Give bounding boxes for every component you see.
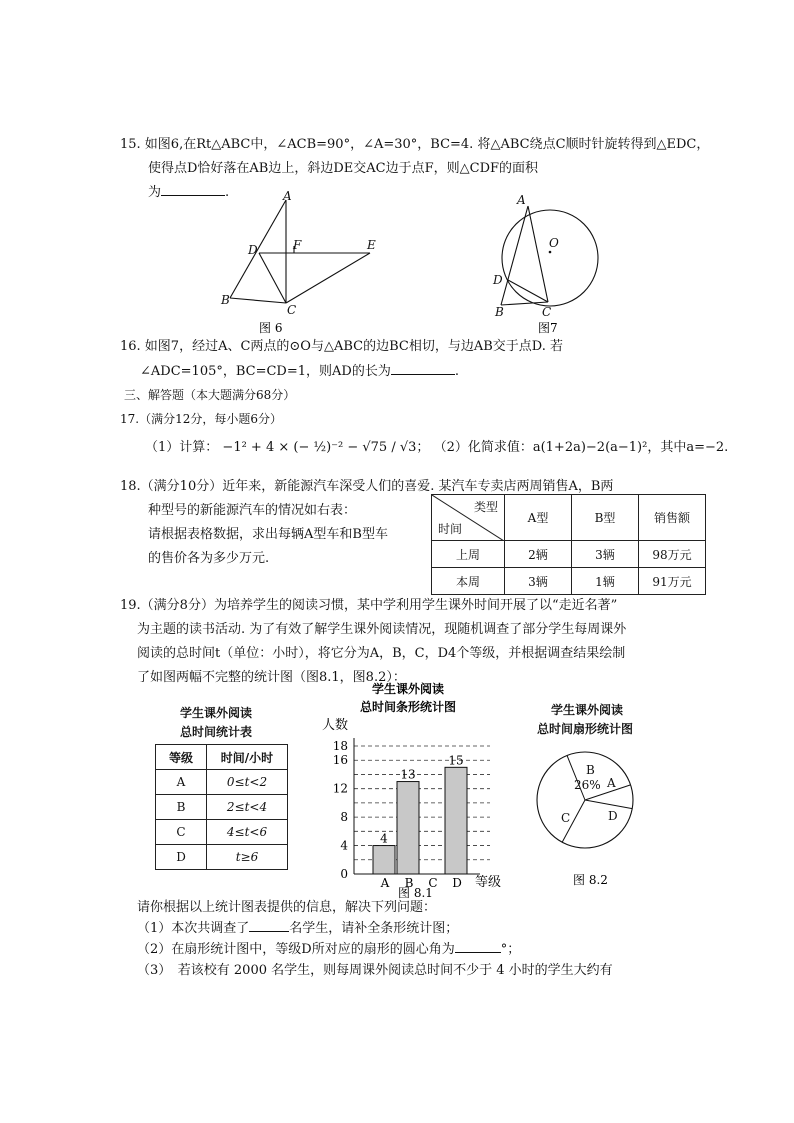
q15-line3-prefix: 为 (148, 185, 162, 200)
figure-6 (215, 188, 385, 338)
table-cell: 本周 (432, 568, 505, 595)
pie-label-b-percent: 26% (574, 778, 601, 792)
table-header: 时间/小时 (207, 745, 288, 770)
fig7-side-bc (501, 302, 548, 305)
table-cell: D (156, 845, 207, 870)
q19-q2-prefix: （2）在扇形统计图中，等级D所对应的扇形的圆心角为 (137, 942, 455, 957)
table-cell: 4≤t<6 (207, 820, 288, 845)
table-header: 等级 (156, 745, 207, 770)
fig7-label-o: O (549, 236, 559, 250)
bar-chart-title: 学生课外阅读 (372, 682, 445, 696)
table-cell: B (156, 795, 207, 820)
bar-chart-fig-8-1 (320, 680, 520, 900)
table-cell: 2辆 (505, 541, 572, 568)
q19-line3: 阅读的总时间t（单位：小时），将它分为A，B，C，D4个等级，并根据调查结果绘制 (137, 646, 626, 661)
bar (373, 846, 395, 874)
bar-chart-grid (354, 746, 490, 860)
fig6-label-e: E (367, 238, 376, 252)
pie-label-c: C (561, 811, 571, 825)
fig7-label-a: A (517, 193, 526, 207)
figure-7 (488, 190, 608, 338)
table-cell: 91万元 (639, 568, 706, 595)
bar-chart-subtitle: 总时间条形统计图 (360, 700, 457, 714)
table-header: 销售额 (639, 495, 706, 541)
bar-chart-bars (373, 767, 467, 874)
q19-question-intro: 请你根据以上统计图表提供的信息，解决下列问题： (137, 900, 437, 915)
q17-part2: （2）化简求值：a(1+2a)−2(a−1)²，其中a=−2. (433, 440, 729, 455)
bar (445, 767, 467, 874)
q18-line4: 的售价各为多少万元. (148, 551, 270, 566)
table-cell: 98万元 (639, 541, 706, 568)
bar-chart-xlabel: 等级 (475, 875, 502, 890)
table-row (432, 568, 706, 595)
bar-xtick-label: B (404, 876, 414, 890)
pie-chart-slices (537, 752, 633, 848)
table-corner-cell (432, 495, 505, 541)
bar-chart-ylabel: 人数 (322, 718, 349, 733)
table-cell: 1辆 (572, 568, 639, 595)
table-row (156, 845, 288, 870)
q16-line2-suffix: . (454, 364, 459, 379)
table-cell: A (156, 770, 207, 795)
table-cell: 上周 (432, 541, 505, 568)
q18-line1: 18.（满分10分）近年来，新能源汽车深受人们的喜爱. 某汽车专卖店两周销售A，B两 (120, 479, 614, 494)
table-corner-bottom: 时间 (438, 522, 463, 536)
q18-line3: 请根据表格数据，求出每辆A型车和B型车 (148, 527, 388, 542)
q17-part1-label: （1）计算： (145, 440, 219, 455)
fig6-side-ec (286, 253, 370, 303)
fig7-side-dc (508, 280, 548, 302)
pie-chart-subtitle: 总时间扇形统计图 (537, 722, 634, 736)
q15-line2: 使得点D恰好落在AB边上，斜边DE交AC边于点F，则△CDF的面积 (148, 161, 539, 176)
pie-chart-title: 学生课外阅读 (551, 703, 624, 717)
fig6-label-b: B (221, 293, 230, 307)
fig7-caption: 图7 (538, 321, 558, 335)
q16-line1: 16. 如图7，经过A、C两点的⊙O与△ABC的边BC相切，与边AB交于点D. 若 (120, 339, 563, 354)
table-row (432, 541, 706, 568)
table-cell: 0≤t<2 (207, 770, 288, 795)
bar-value-label: 4 (380, 831, 388, 846)
pie-label-d: D (608, 809, 618, 823)
bar-ytick-label: 0 (340, 867, 348, 881)
table-corner-top: 类型 (473, 500, 498, 514)
pie-slice-boundary (585, 800, 632, 809)
table-cell: C (156, 820, 207, 845)
table-row (156, 770, 288, 795)
bar (397, 782, 419, 874)
table-row (156, 795, 288, 820)
pie-chart-caption: 图 8.2 (573, 873, 608, 887)
q15-line3-suffix: . (225, 185, 230, 200)
bar-ytick-label: 18 (332, 739, 348, 753)
q18-line2: 种型号的新能源汽车的情况如右表： (148, 503, 357, 518)
table-header: B型 (572, 495, 639, 541)
table-row (156, 820, 288, 845)
fig7-label-c: C (542, 305, 552, 319)
q19-q2-blank[interactable] (455, 938, 501, 953)
bar-value-label: 13 (400, 767, 416, 782)
section-three-title: 三、解答题（本大题满分68分） (124, 388, 296, 402)
fig6-side-ab (230, 200, 286, 298)
fig6-caption: 图 6 (259, 321, 283, 335)
q17-part1-expression: −1² + 4 × (− ½)⁻² − √75 / √3 (222, 440, 417, 455)
pie-chart-fig-8-2 (530, 740, 650, 890)
q19-q1-suffix: 名学生，请补全条形统计图； (289, 921, 459, 936)
bar-xtick-label: C (428, 876, 438, 890)
fig6-label-a: A (283, 189, 292, 203)
fig7-side-ac (528, 206, 548, 302)
q17-part1-separator: ； (416, 440, 430, 455)
fig6-label-f: F (293, 238, 302, 252)
fig6-label-d: D (248, 243, 258, 257)
q19-table-title-1: 学生课外阅读 (180, 706, 253, 720)
q16-answer-blank[interactable] (391, 360, 455, 375)
fig7-center-point (549, 251, 552, 254)
table-cell: 3辆 (572, 541, 639, 568)
bar-ytick-label: 12 (332, 781, 348, 796)
bar-ytick-label: 8 (340, 810, 348, 825)
fig6-side-dc (259, 253, 286, 303)
fig6-side-bc (230, 298, 286, 303)
q19-q1-prefix: （1）本次共调查了 (137, 921, 250, 936)
bar-value-label: 15 (448, 753, 464, 768)
q19-question-3: （3） 若该校有 2000 名学生，则每周课外阅读总时间不少于 4 小时的学生大约有 (137, 963, 613, 978)
q19-line4: 了如图两幅不完整的统计图（图8.1，图8.2）： (137, 670, 406, 685)
q19-line1: 19.（满分8分）为培养学生的阅读习惯，某中学利用学生课外时间开展了以“走近名著” (120, 598, 618, 613)
q16-line2-prefix: ∠ADC=105°，BC=CD=1，则AD的长为 (140, 364, 391, 379)
table-cell: 2≤t<4 (207, 795, 288, 820)
table-cell: 3辆 (505, 568, 572, 595)
q17-head: 17.（满分12分，每小题6分） (120, 412, 282, 426)
fig6-label-c: C (287, 303, 297, 317)
bar-xtick-label: A (380, 876, 390, 890)
table-header: A型 (505, 495, 572, 541)
bar-ytick-label: 4 (340, 838, 348, 853)
pie-label-b: B (586, 763, 595, 777)
q19-q1-blank[interactable] (249, 917, 289, 932)
table-row (156, 745, 288, 770)
fig7-circle (502, 210, 598, 306)
bar-chart-yticks (333, 739, 349, 881)
q15-line1: 15. 如图6,在Rt△ABC中，∠ACB=90°，∠A=30°，BC=4. 将△ABC绕点C顺时针旋转得到△EDC， (120, 137, 710, 152)
table-cell: t≥6 (207, 845, 288, 870)
q17-parts (145, 436, 728, 460)
q19-time-table (155, 744, 288, 870)
q19-q2-suffix: °； (500, 942, 521, 957)
q19-table-title-2: 总时间统计表 (180, 725, 253, 739)
q18-sales-table (431, 494, 706, 595)
pie-label-a: A (607, 776, 616, 790)
bar-xtick-label: D (452, 876, 462, 890)
bar-ytick-label: 16 (332, 753, 348, 768)
fig7-label-b: B (495, 305, 504, 319)
q19-line2: 为主题的读书活动. 为了有效了解学生课外阅读情况，现随机调查了部分学生每周课外 (137, 622, 627, 637)
bar-chart-caption: 图 8.1 (398, 886, 433, 900)
table-row (432, 495, 706, 541)
fig7-label-d: D (493, 273, 503, 287)
q16-line2 (140, 360, 459, 384)
